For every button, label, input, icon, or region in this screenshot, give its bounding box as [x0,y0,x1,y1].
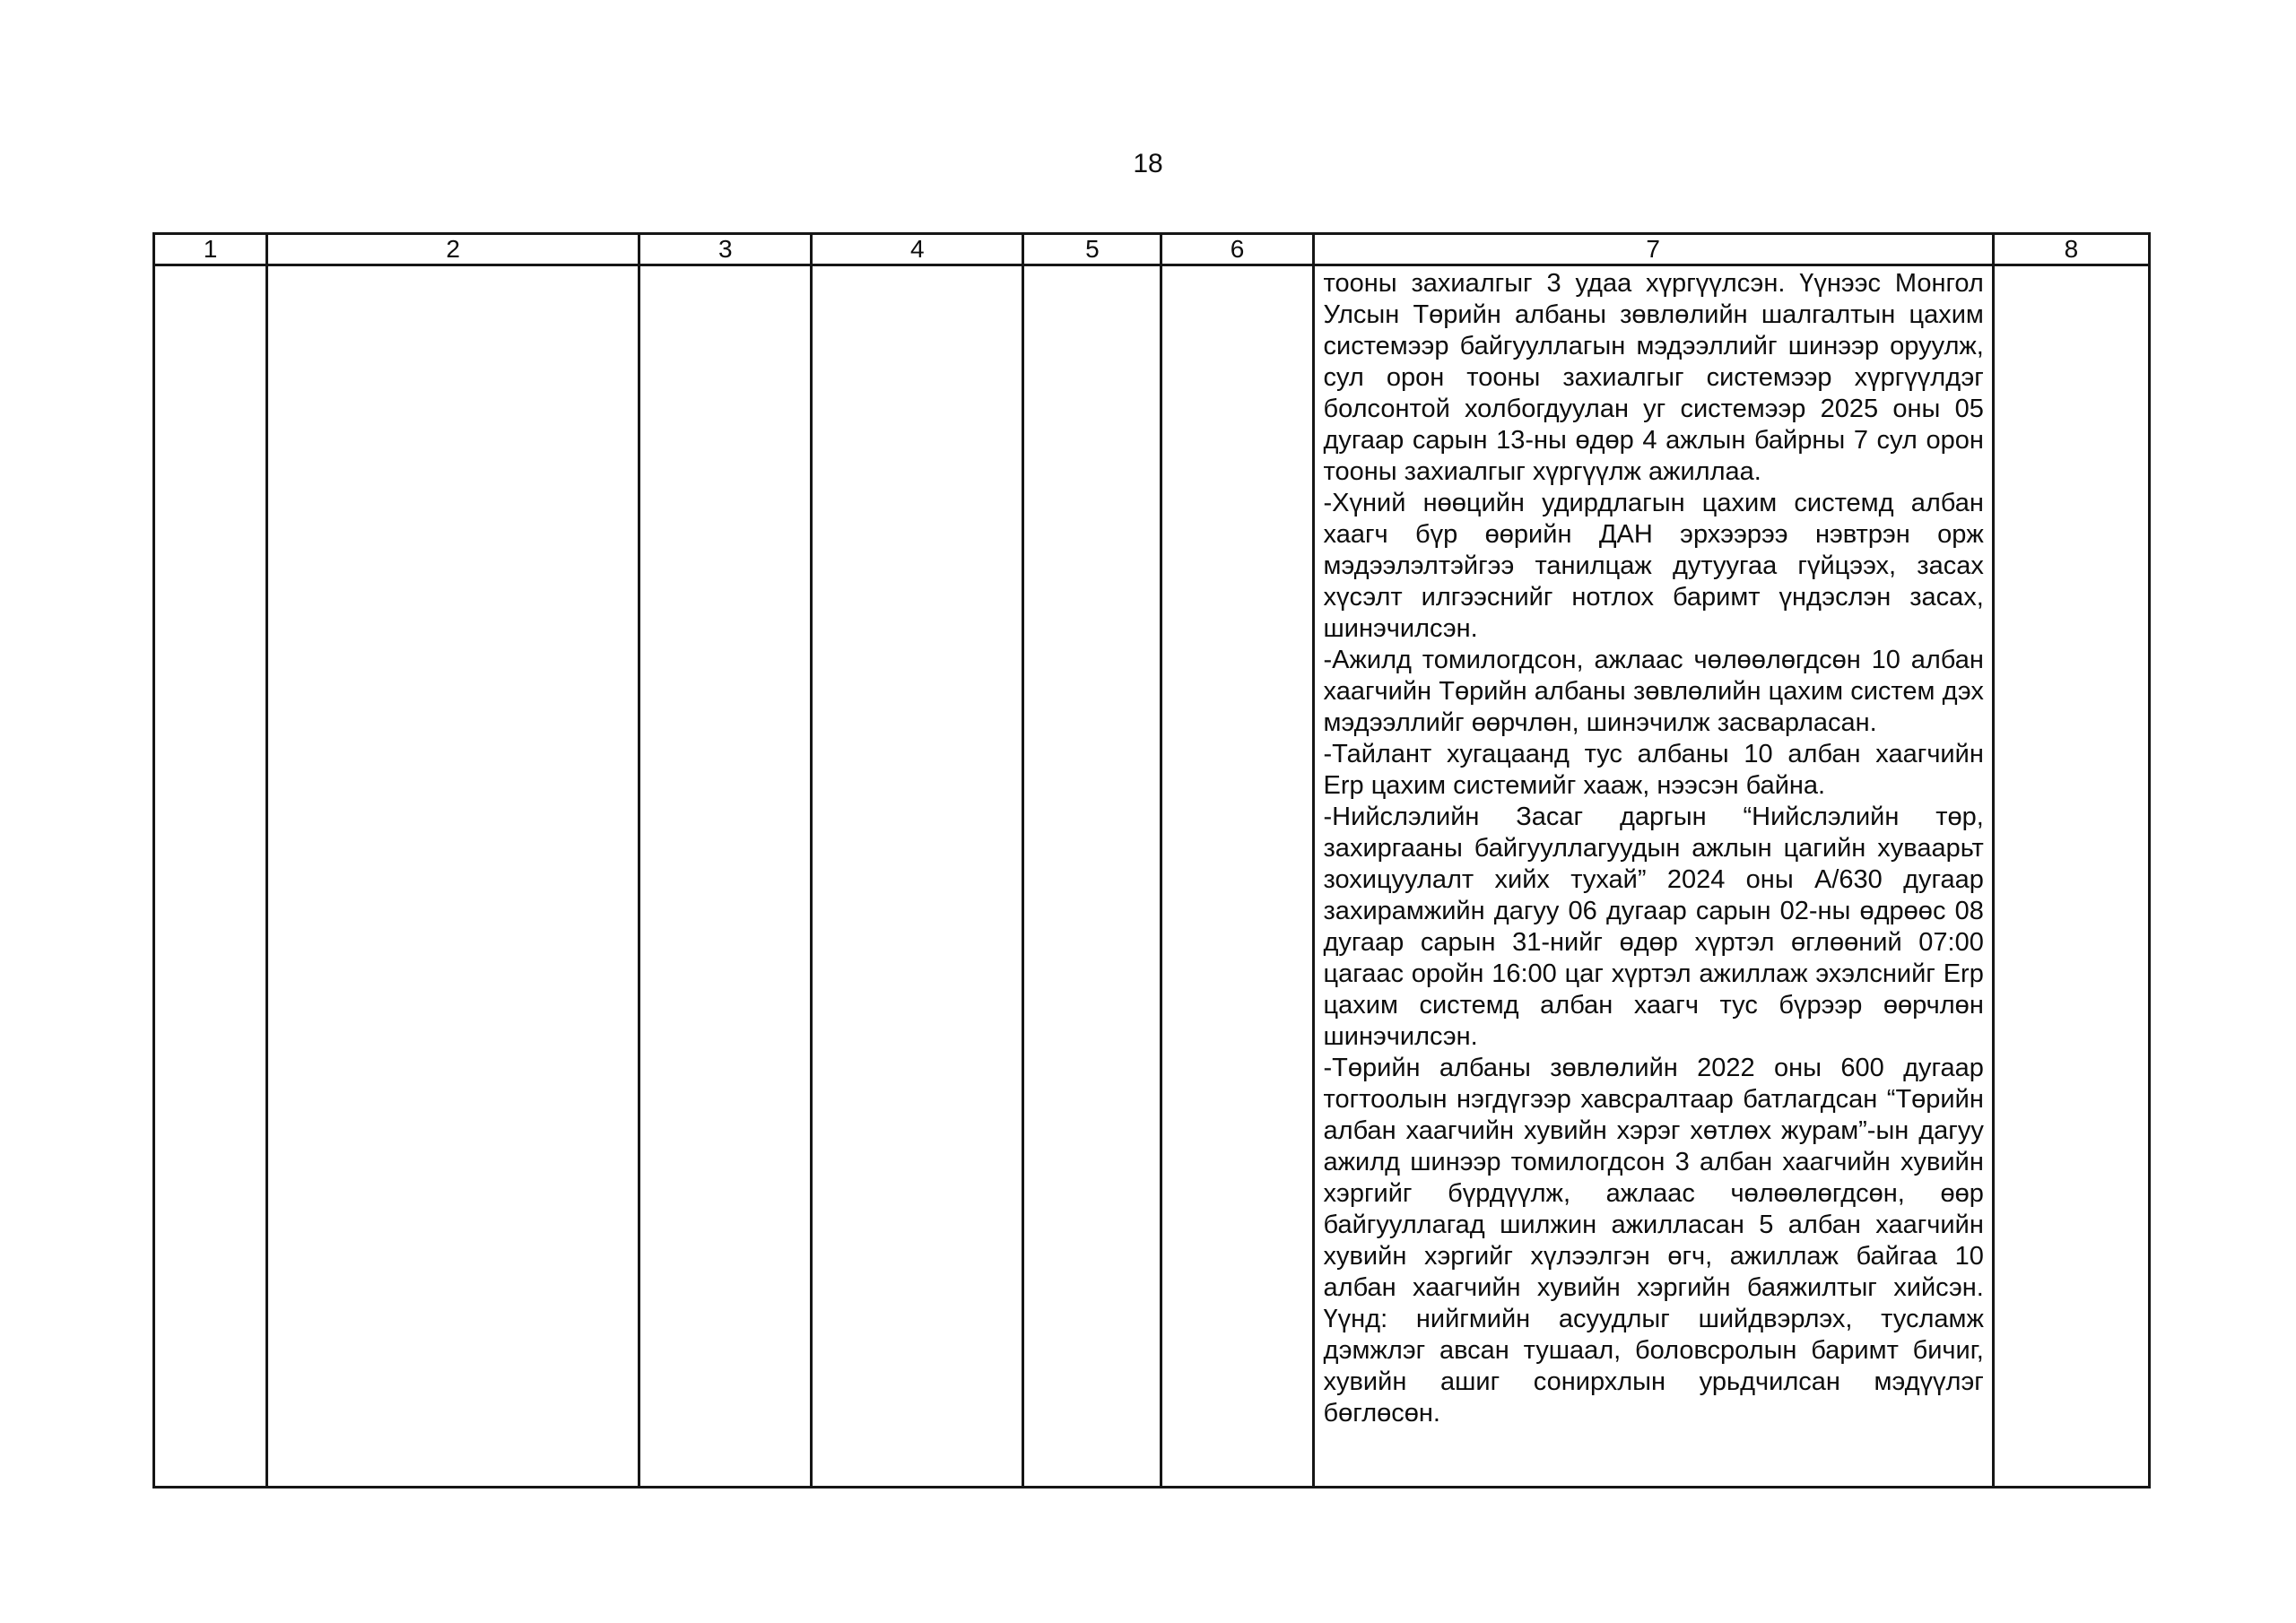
page-number: 18 [1133,149,1163,178]
table-header-row [154,234,2150,265]
report-table [152,232,2151,1488]
cell-col8-empty [1993,265,2149,1488]
report-paragraph-1: тооны захиалгыг 3 удаа хүргүүлсэн. Үүнээс Монгол Улсын Төрийн албаны зөвлөлийн шалгалтын цахим системээр байгууллагын мэдээллийг шинээр оруулж, сул орон тооны захиалгыг системээр хүргүүлдэг болсонтой холбогдуулан уг системээр 2025 оны 05 дугаар сарын 13-ны өдөр 4 ажлын байрны 7 сул орон тооны захиалгыг хүргүүлж ажиллаа. [1323,269,1984,486]
cell-col5-empty [1023,265,1161,1488]
column-header-8: 8 [1993,234,2149,265]
report-paragraph-2: -Хүний нөөцийн удирдлагын цахим системд албан хаагч бүр өөрийн ДАН эрхээрээ нэвтрэн орж мэдээлэлтэйгээ танилцаж дутуугаа гүйцээх, засах хүсэлт илгээснийг нотлох баримт үндэслэн засах, шинэчилсэн. [1323,489,1984,643]
report-text-block [1315,266,1992,1429]
column-header-4: 4 [812,234,1023,265]
report-paragraph-4: -Тайлант хугацаанд тус албаны 10 албан хаагчийн Erp цахим системийг хааж, нээсэн байна. [1323,740,1984,800]
cell-col1-empty [154,265,267,1488]
column-header-6: 6 [1161,234,1313,265]
cell-col6-empty [1161,265,1313,1488]
column-header-7: 7 [1313,234,1993,265]
report-paragraph-3: -Ажилд томилогдсон, ажлаас чөлөөлөгдсөн 10 албан хаагчийн Төрийн албаны зөвлөлийн цахим систем дэх мэдээллийг өөрчлөн, шинэчилж засварласан. [1323,646,1984,737]
cell-col2-empty [267,265,639,1488]
column-header-1: 1 [154,234,267,265]
column-header-2: 2 [267,234,639,265]
column-header-5: 5 [1023,234,1161,265]
report-paragraph-5: -Нийслэлийн Засаг даргын “Нийслэлийн төр, захиргааны байгууллагуудын ажлын цагийн хуваарьт зохицуулалт хийх тухай” 2024 оны А/630 дугаар захирамжийн дагуу 06 дугаар сарын 02-ны өдрөөс 08 дугаар сарын 31-нийг өдөр хүртэл өглөөний 07:00 цагаас оройн 16:00 цаг хүртэл ажиллаж эхэлснийг Erp цахим системд албан хаагч тус бүрээр өөрчлөн шинэчилсэн. [1323,803,1984,1051]
report-paragraph-6: -Төрийн албаны зөвлөлийн 2022 оны 600 дугаар тогтоолын нэгдүгээр хавсралтаар батлагдсан “Төрийн албан хаагчийн хувийн хэрэг хөтлөх журам”-ын дагуу ажилд шинээр томилогдсон 3 албан хаагчийн хувийн хэргийг бүрдүүлж, ажлаас чөлөөлөгдсөн, өөр байгууллагад шилжин ажилласан 5 албан хаагчийн хувийн хэргийг хүлээлгэн өгч, ажиллаж байгаа 10 албан хаагчийн хувийн хэргийн баяжилтыг хийсэн. Үүнд: нийгмийн асуудлыг шийдвэрлэх, тусламж дэмжлэг авсан тушаал, боловсролын баримт бичиг, хувийн ашиг сонирхлын урьдчилсан мэдүүлэг бөглөсөн. [1323,1054,1984,1428]
column-header-3: 3 [639,234,812,265]
cell-col3-empty [639,265,812,1488]
table-row [154,265,2150,1488]
cell-col7-report-text [1313,265,1993,1488]
cell-col4-empty [812,265,1023,1488]
